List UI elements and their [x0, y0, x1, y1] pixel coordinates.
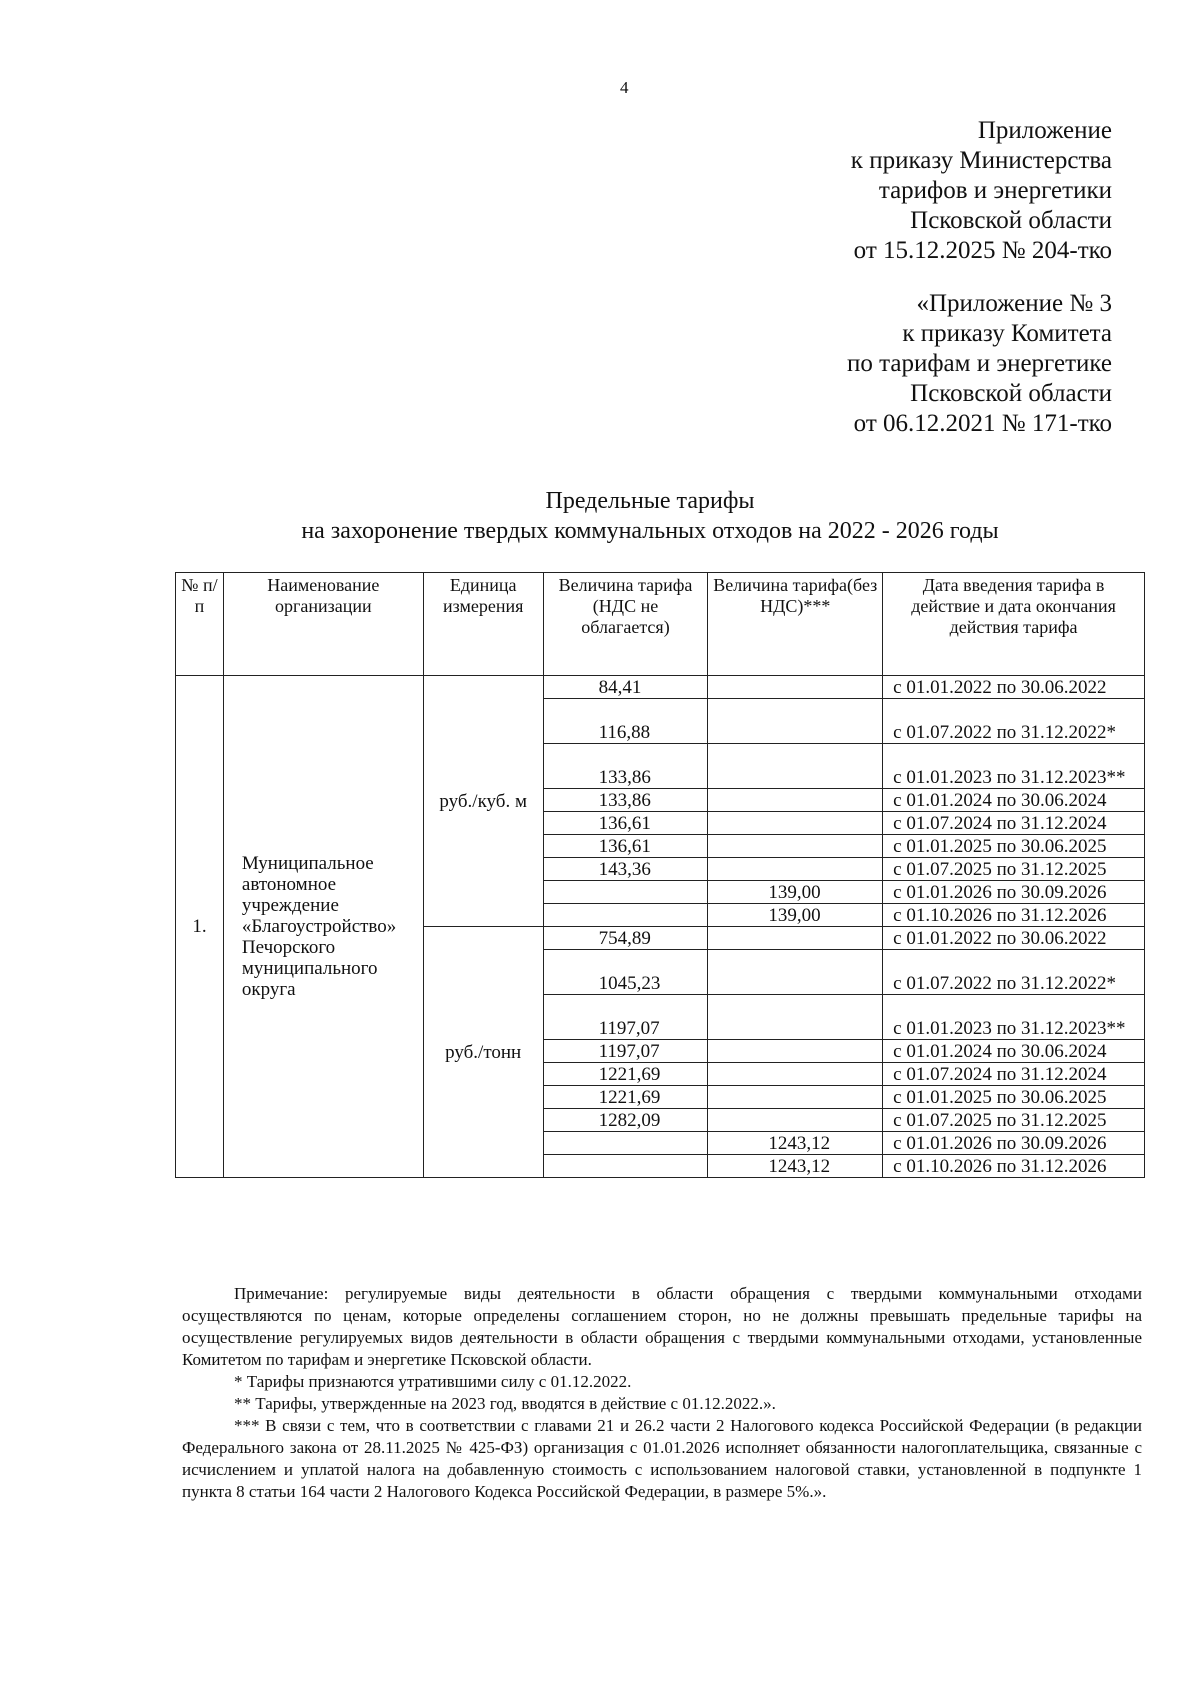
tariff-no-vat-cell [708, 789, 883, 812]
approval-line: Псковской области [910, 207, 1112, 234]
period-cell: с 01.01.2023 по 31.12.2023** [883, 995, 1145, 1040]
organization-name: Муниципальное автономное учреждение «Благоустройство» Печорского муниципального округа [223, 676, 423, 1178]
tariff-no-vat-cell [708, 1109, 883, 1132]
note-footnote-1: * Тарифы признаются утратившими силу с 01.12.2022. [234, 1372, 632, 1391]
approval-line: к приказу Министерства [850, 147, 1112, 174]
header-tariff-no-vat: Величина тарифа(без НДС)*** [708, 573, 883, 676]
period-cell: с 01.07.2024 по 31.12.2024 [883, 812, 1145, 835]
tariff-no-vat-cell [708, 812, 883, 835]
tariff-no-vat-cell [708, 995, 883, 1040]
header-organization: Наименование организации [223, 573, 423, 676]
tariff-no-vat-cell [708, 699, 883, 744]
tariff-cell: 1197,07 [543, 995, 708, 1040]
tariff-no-vat-cell [708, 835, 883, 858]
table-row [176, 676, 1145, 699]
tariff-cell: 1221,69 [543, 1063, 708, 1086]
unit-cell: руб./тонн [423, 927, 543, 1178]
tariff-cell: 136,61 [543, 835, 708, 858]
header-unit: Единица измерения [423, 573, 543, 676]
tariffs-table [175, 572, 1145, 1178]
tariff-no-vat-cell [708, 858, 883, 881]
approval-block [851, 116, 1112, 266]
annex-line: по тарифам и энергетике [847, 350, 1112, 377]
period-cell: с 01.01.2025 по 30.06.2025 [883, 1086, 1145, 1109]
table-header-row [176, 573, 1145, 676]
tariff-no-vat-cell: 139,00 [708, 881, 883, 904]
tariff-no-vat-cell [708, 676, 883, 699]
tariff-cell: 1282,09 [543, 1109, 708, 1132]
notes-section [182, 1283, 1142, 1503]
tariff-cell: 84,41 [543, 676, 708, 699]
tariff-cell: 754,89 [543, 927, 708, 950]
tariff-cell: 116,88 [543, 699, 708, 744]
approval-line: Приложение [977, 117, 1112, 144]
tariff-cell [543, 1132, 708, 1155]
period-cell: с 01.01.2025 по 30.06.2025 [883, 835, 1145, 858]
header-tariff: Величина тарифа (НДС не облагается) [543, 573, 708, 676]
period-cell: с 01.07.2022 по 31.12.2022* [883, 950, 1145, 995]
period-cell: с 01.01.2024 по 30.06.2024 [883, 1040, 1145, 1063]
tariff-no-vat-cell: 1243,12 [708, 1132, 883, 1155]
tariff-cell: 1045,23 [543, 950, 708, 995]
tariff-cell: 133,86 [543, 744, 708, 789]
tariff-cell: 1197,07 [543, 1040, 708, 1063]
note-footnote-2: ** Тарифы, утвержденные на 2023 год, вводятся в действие с 01.12.2022.». [234, 1394, 776, 1413]
note-footnote-3: *** В связи с тем, что в соответствии с главами 21 и 26.2 части 2 Налогового кодекса Российской Федерации (в редакции Федерального закона от 28.11.2025 № 425-ФЗ) организация с 01.01.2026 исполняет обязанности налогоплательщика, связанные с исчислением и уплатой налога на добавленную стоимость с использованием налоговой ставки, установленной в подпункте 1 пункта 8 статьи 164 части 2 Налогового Кодекса Российской Федерации, в размере 5%.». [182, 1416, 1142, 1501]
tariff-cell [543, 904, 708, 927]
table-body [176, 676, 1145, 1178]
header-period: Дата введения тарифа в действие и дата окончания действия тарифа [883, 573, 1145, 676]
tariff-cell: 136,61 [543, 812, 708, 835]
note-paragraph: Примечание: регулируемые виды деятельности в области обращения с твердыми коммунальными отходами осуществляются по ценам, которые определены соглашением сторон, но не должны превышать предельные тарифы на осуществление регулируемых видов деятельности в области обращения с твердыми коммунальными отходами, установленные Комитетом по тарифам и энергетике Псковской области. [182, 1284, 1142, 1369]
tariff-no-vat-cell: 139,00 [708, 904, 883, 927]
tariff-cell [543, 881, 708, 904]
period-cell: с 01.01.2022 по 30.06.2022 [883, 927, 1145, 950]
period-cell: с 01.10.2026 по 31.12.2026 [883, 904, 1145, 927]
tariff-no-vat-cell [708, 744, 883, 789]
annex-block [847, 289, 1112, 439]
approval-line: тарифов и энергетики [878, 177, 1112, 204]
title-line-1: Предельные тарифы [545, 488, 755, 514]
period-cell: с 01.01.2026 по 30.09.2026 [883, 881, 1145, 904]
tariff-no-vat-cell: 1243,12 [708, 1155, 883, 1178]
document-title [0, 486, 1200, 546]
tariff-cell: 1221,69 [543, 1086, 708, 1109]
annex-line: к приказу Комитета [902, 320, 1112, 347]
page-number: 4 [620, 78, 629, 97]
tariff-cell: 133,86 [543, 789, 708, 812]
tariff-no-vat-cell [708, 927, 883, 950]
title-line-2: на захоронение твердых коммунальных отходов на 2022 - 2026 годы [301, 518, 999, 544]
period-cell: с 01.01.2026 по 30.09.2026 [883, 1132, 1145, 1155]
tariff-no-vat-cell [708, 1086, 883, 1109]
tariff-cell [543, 1155, 708, 1178]
annex-line: Псковской области [910, 380, 1112, 407]
period-cell: с 01.07.2025 по 31.12.2025 [883, 1109, 1145, 1132]
row-number: 1. [176, 676, 224, 1178]
annex-line: от 06.12.2021 № 171-тко [853, 410, 1112, 437]
period-cell: с 01.07.2025 по 31.12.2025 [883, 858, 1145, 881]
tariff-no-vat-cell [708, 950, 883, 995]
approval-line: от 15.12.2025 № 204-тко [853, 237, 1112, 264]
annex-line: «Приложение № 3 [916, 290, 1112, 317]
period-cell: с 01.01.2023 по 31.12.2023** [883, 744, 1145, 789]
tariff-no-vat-cell [708, 1063, 883, 1086]
period-cell: с 01.07.2024 по 31.12.2024 [883, 1063, 1145, 1086]
tariff-cell: 143,36 [543, 858, 708, 881]
period-cell: с 01.01.2022 по 30.06.2022 [883, 676, 1145, 699]
tariff-no-vat-cell [708, 1040, 883, 1063]
period-cell: с 01.07.2022 по 31.12.2022* [883, 699, 1145, 744]
unit-cell: руб./куб. м [423, 676, 543, 927]
header-num: № п/п [176, 573, 224, 676]
period-cell: с 01.10.2026 по 31.12.2026 [883, 1155, 1145, 1178]
period-cell: с 01.01.2024 по 30.06.2024 [883, 789, 1145, 812]
